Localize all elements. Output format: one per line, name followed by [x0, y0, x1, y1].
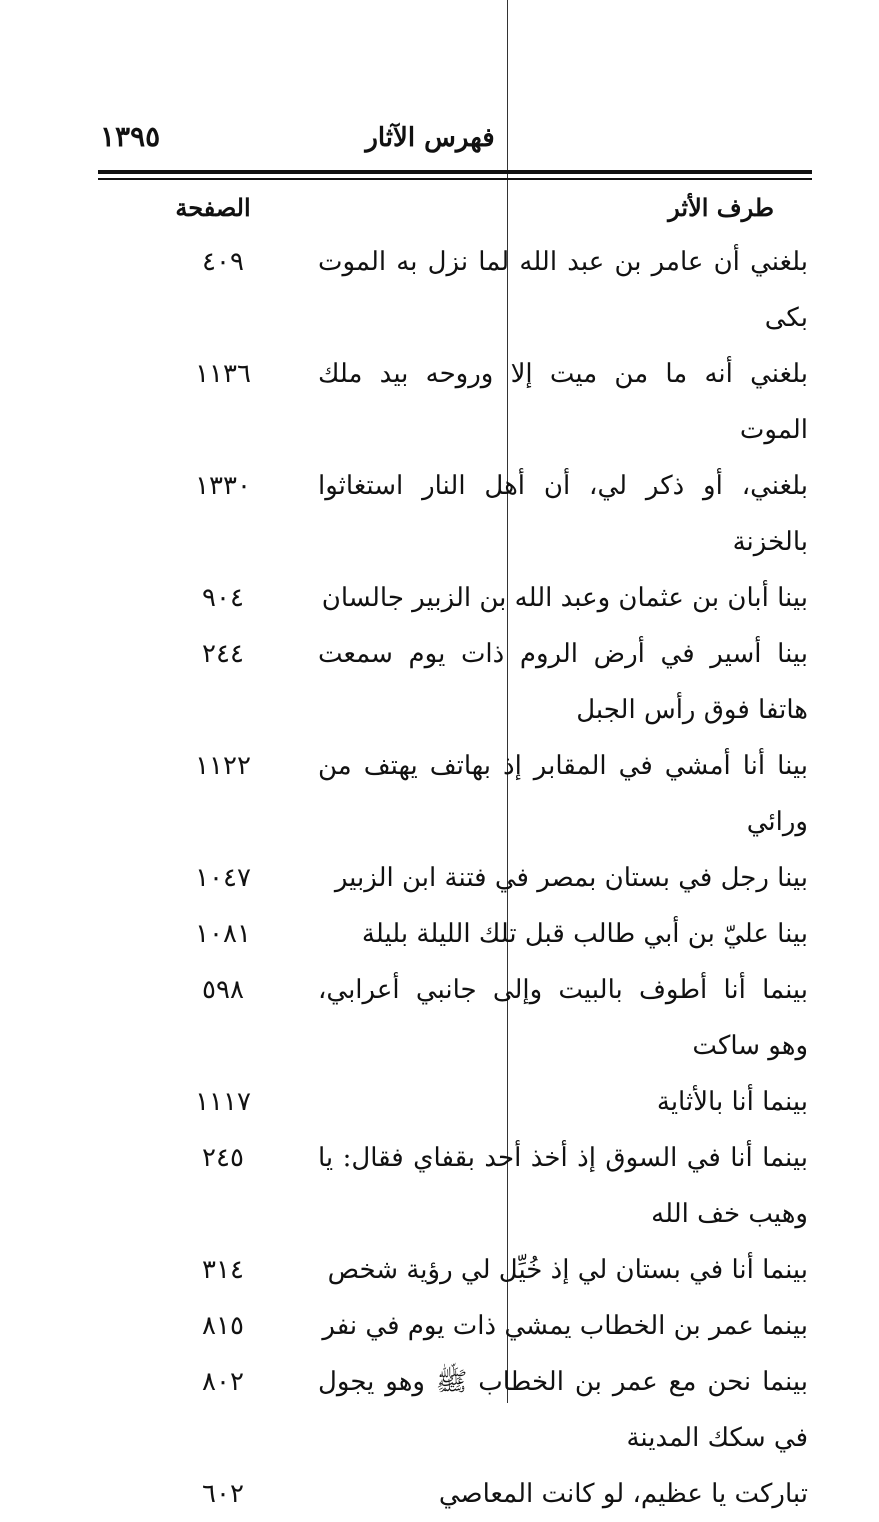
entry-page: ٩٠٤: [202, 583, 244, 613]
entry-text: بينما أنا أطوف بالبيت وإلى جانبي أعرابي، وهو ساكت: [318, 975, 808, 1061]
index-entry: [100, 1466, 812, 1522]
column-header-text: طرف الأثر: [668, 193, 774, 222]
entry-text: بينا رجل في بستان بمصر في فتنة ابن الزبير: [334, 863, 808, 893]
entry-page: ١٠٤٧: [195, 863, 251, 893]
index-entry: [100, 1074, 812, 1130]
index-entry: [100, 346, 812, 458]
entry-text: بينا أسير في أرض الروم ذات يوم سمعت هاتفا فوق رأس الجبل: [318, 639, 808, 725]
entry-page: ٤٠٩: [202, 247, 244, 277]
header-rule-thick: [98, 170, 812, 174]
index-entry: [100, 1130, 812, 1242]
entry-page: ٨٠٢: [202, 1367, 244, 1397]
entry-text: بينا أبان بن عثمان وعبد الله بن الزبير جالسان: [321, 583, 808, 613]
index-entry: [100, 234, 812, 346]
entry-page: ٢٤٥: [202, 1143, 244, 1173]
entry-text: بينما عمر بن الخطاب يمشي ذات يوم في نفر: [322, 1311, 808, 1341]
page-number: ١٣٩٥: [100, 120, 161, 153]
entry-page: ١١١٧: [195, 1087, 251, 1117]
entry-page: ٦٠٢: [202, 1479, 244, 1509]
index-entry: [100, 458, 812, 570]
entry-page: ١١٣٦: [195, 359, 251, 389]
index-entry: [100, 850, 812, 906]
entry-page: ٥٩٨: [202, 975, 244, 1005]
entry-page: ٢٤٤: [202, 639, 244, 669]
entry-text: تباركت يا عظيم، لو كانت المعاصي: [438, 1479, 808, 1509]
index-entries: [100, 234, 812, 1522]
index-entry: [100, 906, 812, 962]
index-entry: [100, 1298, 812, 1354]
entry-text: بلغني أن عامر بن عبد الله لما نزل به الموت بكى: [318, 247, 808, 333]
index-entry: [100, 570, 812, 626]
index-entry: [100, 1242, 812, 1298]
index-entry: [100, 962, 812, 1074]
entry-text: بينا عليّ بن أبي طالب قبل تلك الليلة بليلة: [361, 919, 808, 949]
entry-page: ٨١٥: [202, 1311, 244, 1341]
entry-text: بينما أنا في بستان لي إذ خُيِّل لي رؤية شخص: [327, 1255, 808, 1285]
entry-text: بلغني أنه ما من ميت إلا وروحه بيد ملك الموت: [318, 359, 808, 445]
entry-text: بينما أنا بالأثاية: [656, 1087, 808, 1117]
entry-text: بلغني، أو ذكر لي، أن أهل النار استغاثوا بالخزنة: [318, 471, 808, 557]
entry-page: ١٣٣٠: [195, 471, 251, 501]
running-title: فهرس الآثار: [365, 123, 495, 153]
index-entry: [100, 738, 812, 850]
entry-text: بينا أنا أمشي في المقابر إذ بهاتف يهتف من ورائي: [318, 751, 808, 837]
header-rule-thin: [98, 178, 812, 180]
index-entry: [100, 1354, 812, 1466]
index-entry: [100, 626, 812, 738]
entry-text: بينما نحن مع عمر بن الخطاب ﷺ وهو يجول في سكك المدينة: [318, 1367, 808, 1453]
entry-page: ١١٢٢: [195, 751, 251, 781]
column-header-page: الصفحة: [175, 193, 251, 222]
entry-page: ١٠٨١: [195, 919, 251, 949]
entry-text: بينما أنا في السوق إذ أخذ أحد بقفاي فقال: يا وهيب خف الله: [318, 1143, 808, 1229]
entry-page: ٣١٤: [202, 1255, 244, 1285]
